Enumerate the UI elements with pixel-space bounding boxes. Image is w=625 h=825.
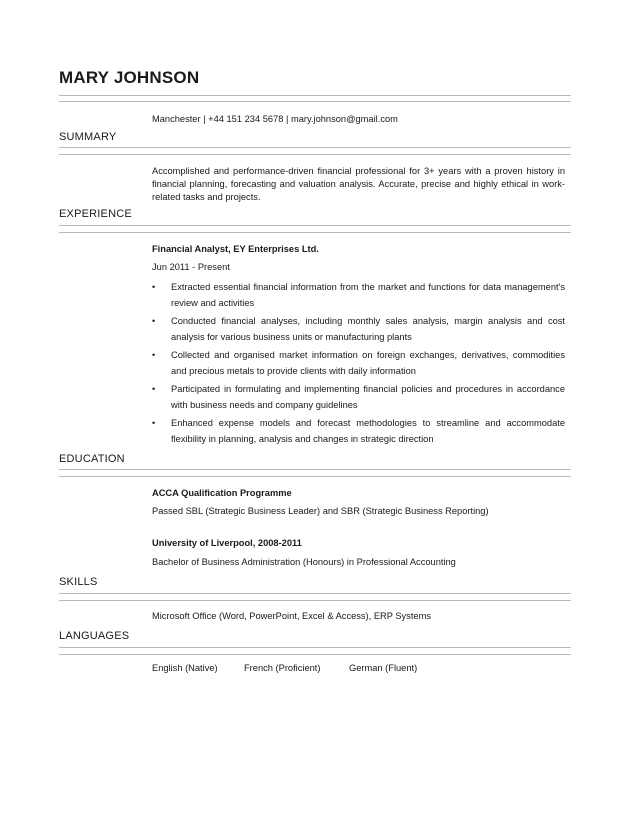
divider [59,101,571,102]
divider [59,225,571,226]
divider [59,154,571,155]
divider [59,469,571,470]
bullet-icon: • [152,384,156,394]
divider [59,147,571,148]
bullet-icon: • [152,316,156,326]
list-item: • Participated in formulating and implementing financial policies and procedures in accordance with business needs and company guidelines [152,381,565,413]
bullet-icon: • [152,350,156,360]
divider [59,593,571,594]
bullet-icon: • [152,282,156,292]
language-item: French (Proficient) [244,663,321,673]
bullet-icon: • [152,418,156,428]
divider [59,95,571,96]
summary-heading: SUMMARY [59,131,117,143]
divider [59,600,571,601]
education-title: University of Liverpool, 2008-2011 [152,538,302,548]
job-responsibilities [152,279,565,449]
education-heading: EDUCATION [59,453,125,465]
education-detail: Bachelor of Business Administration (Honours) in Professional Accounting [152,557,456,567]
languages-heading: LANGUAGES [59,630,130,642]
list-item: • Enhanced expense models and forecast methodologies to streamline and accommodate flexibility in planning, analysis and changes in strategic direction [152,415,565,447]
language-item: German (Fluent) [349,663,418,673]
skills-heading: SKILLS [59,576,98,588]
experience-heading: EXPERIENCE [59,208,132,220]
divider [59,476,571,477]
job-dates: Jun 2011 - Present [152,262,230,272]
divider [59,647,571,648]
list-item: • Extracted essential financial information from the market and functions for data management's review and activities [152,279,565,311]
divider [59,654,571,655]
education-title: ACCA Qualification Programme [152,488,292,498]
contact-line: Manchester | +44 151 234 5678 | mary.johnson@gmail.com [152,114,398,124]
job-title: Financial Analyst, EY Enterprises Ltd. [152,244,319,254]
language-item: English (Native) [152,663,218,673]
list-item: • Conducted financial analyses, including monthly sales analysis, margin analysis and cost analysis for various business units or manufacturing plants [152,313,565,345]
candidate-name: MARY JOHNSON [59,68,200,87]
divider [59,232,571,233]
education-detail: Passed SBL (Strategic Business Leader) and SBR (Strategic Business Reporting) [152,506,489,516]
skills-text: Microsoft Office (Word, PowerPoint, Excel & Access), ERP Systems [152,611,431,621]
summary-text: Accomplished and performance-driven financial professional for 3+ years with a proven history in financial planning, forecasting and valuation analysis. Accurate, precise and highly ethical in work-related tasks and projects. [152,166,565,202]
list-item: • Collected and organised market information on foreign exchanges, derivatives, commodities and precious metals to provide clients with daily information [152,347,565,379]
